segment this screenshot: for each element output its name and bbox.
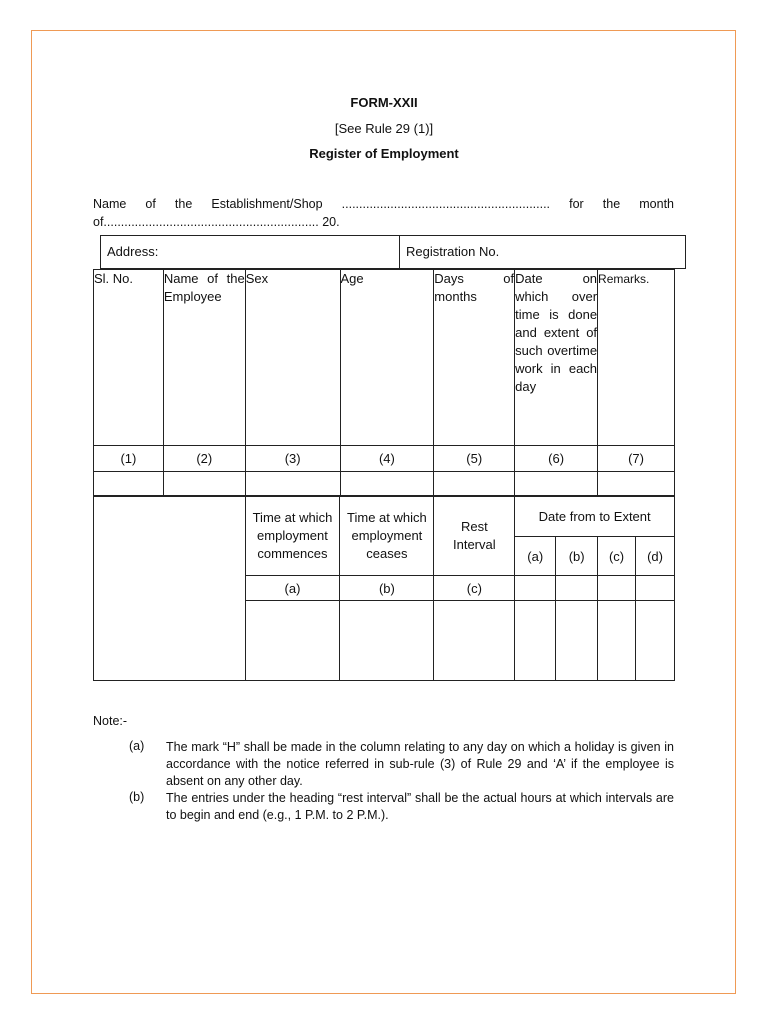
header-age: Age xyxy=(340,270,434,446)
header-date-extent: Date from to Extent xyxy=(515,496,675,537)
note-letter: (b) xyxy=(129,790,145,804)
blank-cell[interactable] xyxy=(340,601,434,681)
column-number: (4) xyxy=(340,446,434,472)
header-rest-interval: Rest Interval xyxy=(434,496,515,576)
blank-cell[interactable] xyxy=(515,601,556,681)
column-number: (3) xyxy=(245,446,340,472)
header-time-commences: Time at which employment commences xyxy=(245,496,340,576)
note-label: Note:- xyxy=(93,714,128,728)
blank-cell[interactable] xyxy=(245,601,340,681)
blank-entry-row xyxy=(94,472,675,497)
column-number: (5) xyxy=(434,446,515,472)
blank-cell[interactable] xyxy=(556,601,598,681)
blank-cell[interactable] xyxy=(515,472,598,497)
header-sl-no: Sl. No. xyxy=(94,270,164,446)
table-header-row xyxy=(94,270,675,446)
blank-left-block xyxy=(94,496,246,681)
establishment-line: Name of the Establishment/Shop ............................................................ for the month xyxy=(93,197,674,211)
column-letter: (c) xyxy=(434,576,515,601)
extent-subcol: (b) xyxy=(556,537,598,576)
extent-subcol: (c) xyxy=(598,537,636,576)
note-letter: (a) xyxy=(129,739,145,753)
month-line: of.............................................................. 20. xyxy=(93,215,340,229)
column-number: (2) xyxy=(163,446,245,472)
column-number: (6) xyxy=(515,446,598,472)
blank-cell[interactable] xyxy=(434,472,515,497)
column-letter: (a) xyxy=(245,576,340,601)
header-overtime: Date on which over time is done and extent of such overtime work in each day xyxy=(515,270,598,446)
blank-cell[interactable] xyxy=(598,472,675,497)
header-employee-name: Name of the Employee xyxy=(163,270,245,446)
header-time-ceases: Time at which employment ceases xyxy=(340,496,434,576)
register-heading: Register of Employment xyxy=(309,146,459,161)
blank-cell[interactable] xyxy=(434,601,515,681)
column-number: (7) xyxy=(598,446,675,472)
header-days: Days of months xyxy=(434,270,515,446)
time-rest-table xyxy=(93,495,675,681)
registration-label: Registration No. xyxy=(406,244,500,259)
blank-cell xyxy=(598,576,636,601)
column-letter: (b) xyxy=(340,576,434,601)
blank-cell[interactable] xyxy=(598,601,636,681)
blank-cell[interactable] xyxy=(163,472,245,497)
note-text: The mark “H” shall be made in the column relating to any day on which a holiday is given in accordance with the notice referred in sub-rule (3) of Rule 29 and ‘A’ if the employee is absent on any other day. xyxy=(166,740,674,788)
form-title: FORM-XXII xyxy=(350,95,418,110)
blank-cell xyxy=(515,576,556,601)
header-sex: Sex xyxy=(245,270,340,446)
blank-cell xyxy=(636,576,675,601)
blank-cell[interactable] xyxy=(636,601,675,681)
column-number: (1) xyxy=(94,446,164,472)
rule-reference: [See Rule 29 (1)] xyxy=(334,121,434,136)
blank-cell[interactable] xyxy=(245,472,340,497)
extent-subcol: (a) xyxy=(515,537,556,576)
blank-cell xyxy=(556,576,598,601)
column-number-row xyxy=(94,446,675,472)
address-row xyxy=(100,235,686,269)
blank-cell[interactable] xyxy=(94,472,164,497)
blank-cell[interactable] xyxy=(340,472,434,497)
address-label: Address: xyxy=(107,244,159,259)
extent-subcol: (d) xyxy=(636,537,675,576)
employment-register-table xyxy=(93,269,675,497)
header-remarks: Remarks. xyxy=(598,270,675,446)
note-text: The entries under the heading “rest interval” shall be the actual hours at which intervals are to begin and end (e.g., 1 P.M. to 2 P.M.). xyxy=(166,791,674,822)
